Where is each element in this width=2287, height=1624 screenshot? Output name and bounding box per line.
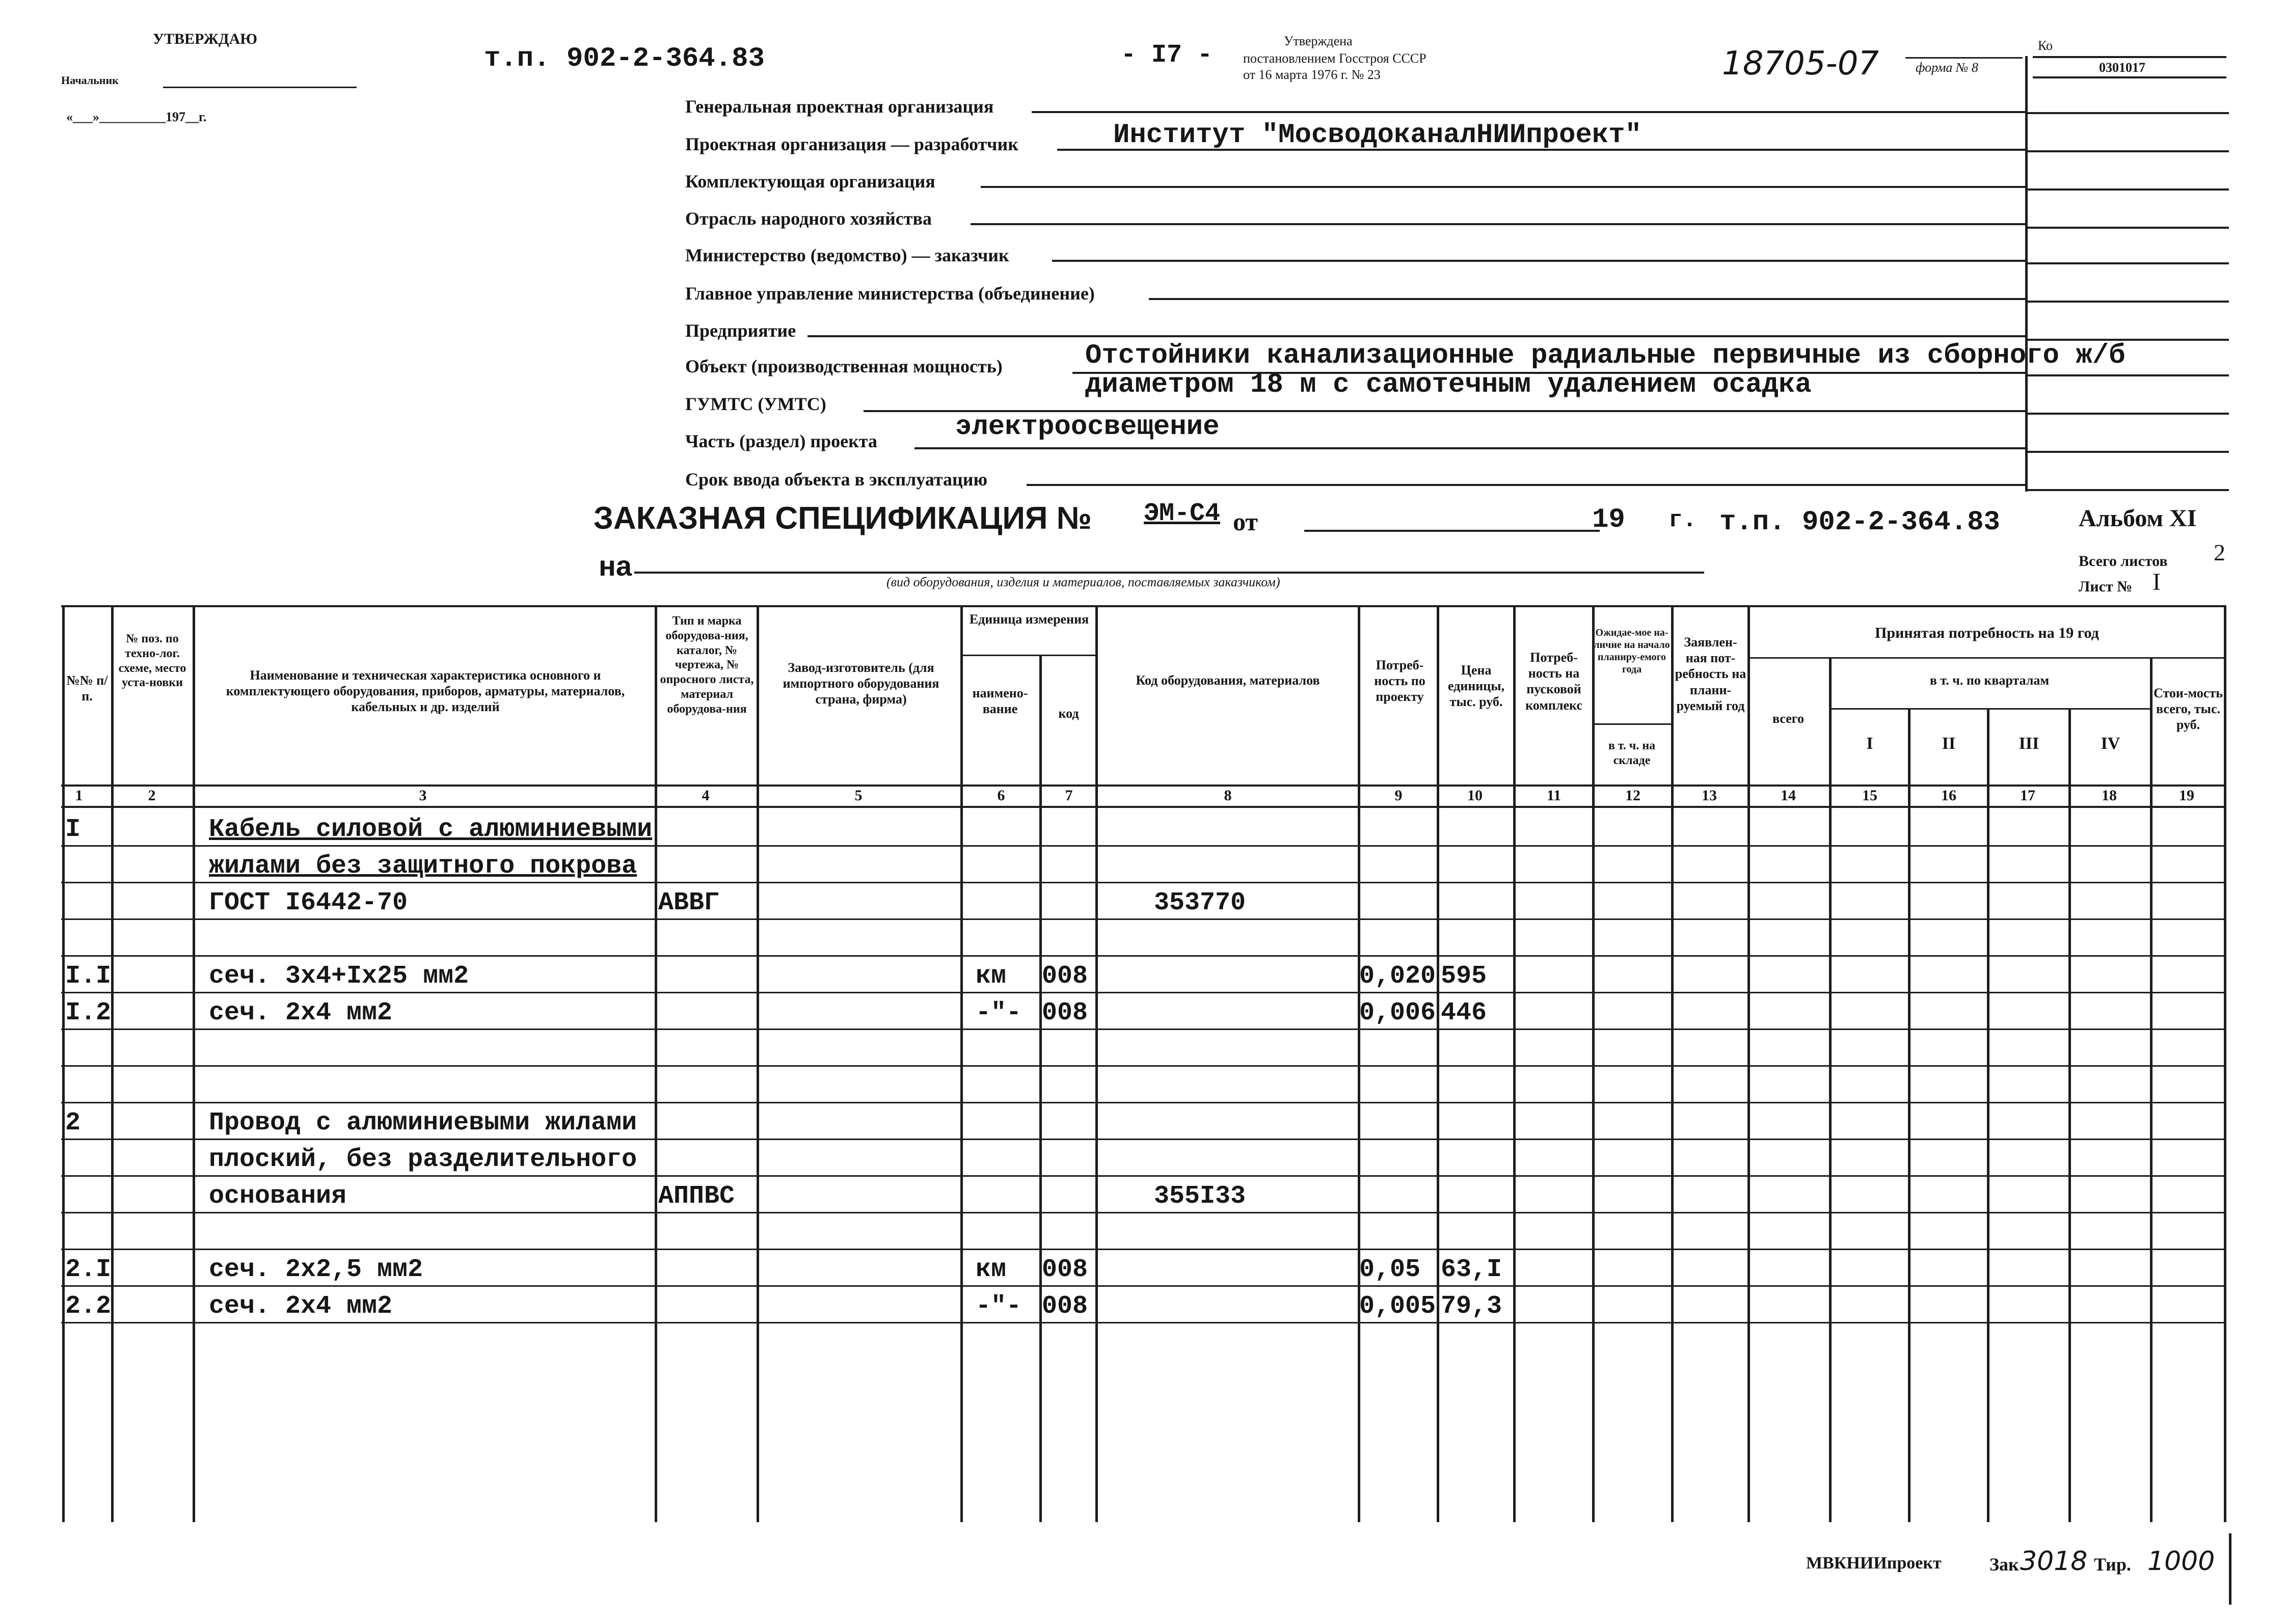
table-colnum-bottom-line [61, 806, 2226, 808]
row-need: 0,006 [1359, 998, 1436, 1027]
decree-line-3: от 16 марта 1976 г. № 23 [1243, 67, 1381, 82]
tp-number-top: т.п. 902-2-364.83 [484, 43, 765, 74]
col-line-3 [655, 605, 657, 1522]
header-c7: код [1058, 706, 1079, 721]
field-branch-label: Отрасль народного хозяйства [685, 208, 932, 229]
colnum-8: 8 [1224, 787, 1232, 804]
spec-title: ЗАКАЗНАЯ СПЕЦИФИКАЦИЯ № [594, 501, 1092, 536]
colnum-6: 6 [997, 787, 1005, 804]
row-need: 0,020 [1359, 962, 1436, 991]
row-name: основания [209, 1182, 347, 1211]
row-pos: I.I [65, 962, 112, 991]
code-row-6 [2025, 301, 2229, 303]
row-name: сеч. 3х4+Iх25 мм2 [209, 962, 469, 991]
row-type: АППВС [658, 1182, 735, 1211]
spec-na: на [599, 550, 632, 582]
col-line-7 [1095, 605, 1098, 1522]
footer-org: МВКНИИпроект [1806, 1554, 1942, 1573]
field-object-value: Отстойники канализационные радиальные первичные из сборного ж/б [1085, 340, 2125, 371]
code-value: 0301017 [2099, 60, 2145, 75]
field-ministry-line [1052, 260, 2025, 262]
form-label-box-top [1905, 57, 2023, 59]
row-name: плоский, без разделительного [209, 1145, 637, 1174]
row-need: 0,005 [1359, 1292, 1436, 1321]
col-line-17 [2068, 708, 2071, 1522]
col-line-14 [1829, 657, 1832, 1522]
spec-total-sheets-label: Всего листов [2079, 553, 2168, 570]
col-line-4 [757, 605, 759, 1522]
header-unit-group: Единица измерения [969, 612, 1089, 627]
field-part-label: Часть (раздел) проекта [685, 431, 877, 451]
row-type: АВВГ [658, 888, 720, 917]
colnum-18: 18 [2102, 787, 2117, 804]
code-row-3 [2025, 188, 2229, 191]
code-row-8 [2025, 374, 2229, 376]
row-price: 79,3 [1441, 1292, 1502, 1321]
col-line-5 [960, 605, 963, 1522]
field-deadline-line [1027, 484, 2025, 486]
field-general-org-line [1032, 111, 2025, 113]
header-c6: наимено-вание [972, 686, 1028, 717]
row-price: 446 [1441, 998, 1487, 1027]
colnum-16: 16 [1941, 787, 1956, 804]
header-c8: Код оборудования, материалов [1136, 673, 1320, 688]
page-marker: - I7 - [1121, 41, 1213, 70]
row-unit-code: 008 [1042, 1255, 1088, 1284]
row-line [61, 882, 2226, 883]
row-name: ГОСТ I6442-70 [209, 888, 408, 917]
row-name: Провод с алюминиевыми жилами [209, 1108, 637, 1138]
approval-title: УТВЕРЖДАЮ [153, 31, 258, 47]
header-c12b: в т. ч. на складе [1608, 739, 1656, 767]
header-c9: Потреб-ность по проекту [1374, 658, 1425, 705]
field-general-org-label: Генеральная проектная организация [685, 96, 994, 117]
footer-copies-number: 1000 [2147, 1546, 2215, 1577]
row-line [61, 1249, 2226, 1250]
field-enterprise-label: Предприятие [685, 320, 796, 341]
footer-copies-label: Тир. [2094, 1554, 2131, 1575]
field-designer-value: Институт "МосводоканалНИИпроект" [1113, 120, 1642, 151]
colnum-9: 9 [1394, 787, 1403, 804]
decree-line-2: постановлением Госстроя СССР [1243, 51, 1427, 66]
header-c2: № поз. по техно-лог. схеме, место уста-новки [118, 632, 186, 690]
field-main-dept-label: Главное управление министерства (объединение) [685, 283, 1095, 304]
row-unit: -"- [976, 998, 1022, 1027]
row-price: 63,I [1441, 1255, 1502, 1284]
handwritten-number: 18705-07 [1722, 45, 1879, 83]
row-name: сеч. 2х2,5 мм2 [209, 1255, 423, 1284]
col-line-12 [1671, 605, 1674, 1522]
row-pos: I [65, 815, 81, 844]
row-line [61, 1065, 2226, 1067]
field-deadline-label: Срок ввода объекта в эксплуатацию [685, 469, 987, 490]
code-label: Ко [2038, 38, 2053, 53]
row-line [61, 845, 2226, 847]
header-c18: IV [2101, 734, 2120, 753]
colnum-5: 5 [854, 787, 863, 804]
colnum-3: 3 [419, 787, 427, 804]
code-row-9 [2025, 413, 2229, 415]
field-supplier-line [981, 186, 2025, 188]
header-c19: Стои-мость всего, тыс. руб. [2154, 686, 2223, 733]
col-line-9 [1437, 605, 1439, 1522]
field-enterprise-line [808, 335, 2025, 337]
header-c17: III [2019, 734, 2039, 753]
row-pos: 2.2 [65, 1292, 112, 1321]
code-row-4 [2025, 227, 2229, 229]
header-c15: I [1866, 734, 1873, 753]
approval-chief-label: Начальник [61, 74, 119, 87]
footer-order-label: Зак [1989, 1554, 2019, 1575]
row-line [61, 1175, 2226, 1177]
colnum-19: 19 [2179, 787, 2194, 804]
spec-album: Альбом XI [2079, 505, 2197, 532]
row-unit: км [976, 1255, 1007, 1284]
code-box-top [2033, 56, 2226, 58]
header-c14: всего [1772, 711, 1804, 726]
unit-group-line [960, 655, 1095, 656]
row-name: сеч. 2х4 мм2 [209, 998, 393, 1027]
code-row-2 [2025, 150, 2229, 152]
decree-line-1: Утверждена [1284, 34, 1353, 48]
header-c13: Заявлен-ная пот-ребность на плани-руемый год [1675, 635, 1746, 713]
field-gumts-value: диаметром 18 м с самотечным удалением осадка [1085, 369, 1812, 400]
c12-split-line [1592, 723, 1671, 725]
col-line-1 [111, 605, 114, 1522]
field-main-dept-line [1149, 298, 2025, 300]
header-c1: №№ п/п. [66, 673, 108, 704]
col-line-8 [1358, 605, 1360, 1522]
row-line [61, 1322, 2226, 1323]
colnum-11: 11 [1546, 787, 1562, 804]
code-column-left [2025, 56, 2028, 492]
spec-year: 19 [1592, 504, 1625, 535]
row-unit-code: 008 [1042, 998, 1088, 1027]
row-pos: I.2 [65, 998, 112, 1027]
row-name: жилами без защитного покрова [209, 852, 637, 881]
code-row-1 [2025, 112, 2229, 114]
footer-right-bar [2229, 1533, 2231, 1605]
row-need: 0,05 [1359, 1255, 1421, 1284]
table-header-bottom-line [61, 784, 2226, 787]
spec-sheet: I [2153, 569, 2161, 596]
row-line [61, 918, 2226, 920]
header-c12: Ожидае-мое на-личие на начало планиру-емого года [1594, 627, 1670, 675]
col-line-19 [2224, 605, 2226, 1522]
field-part-value: электроосвещение [955, 412, 1220, 443]
field-object-label: Объект (производственная мощность) [685, 356, 1003, 376]
field-supplier-label: Комплектующая организация [685, 171, 935, 192]
row-unit-code: 008 [1042, 962, 1088, 991]
row-line [61, 992, 2226, 993]
row-line [61, 955, 2226, 957]
header-accepted-group: Принятая потребность на 19 год [1875, 625, 2099, 641]
code-row-5 [2025, 262, 2229, 264]
row-name: Кабель силовой с алюминиевыми [209, 815, 653, 844]
code-row-10 [2025, 451, 2229, 453]
field-designer-label: Проектная организация — разработчик [685, 134, 1018, 154]
code-row-11 [2025, 489, 2229, 491]
spec-total-sheets: 2 [2214, 539, 2225, 565]
col-line-6 [1039, 655, 1042, 1522]
row-line [61, 1102, 2226, 1103]
spec-year-suffix: г. [1669, 507, 1697, 533]
spec-tp: т.п. 902-2-364.83 [1719, 507, 2000, 538]
row-line [61, 1212, 2226, 1213]
code-box-bottom [2033, 76, 2226, 78]
row-equipment-code: 355I33 [1154, 1182, 1246, 1211]
field-ministry-label: Министерство (ведомство) — заказчик [685, 245, 1009, 265]
field-gumts-label: ГУМТС (УМТС) [685, 394, 826, 414]
colnum-12: 12 [1625, 787, 1640, 804]
header-c4: Тип и марка оборудова-ния, каталог, № чертежа, № опросного листа, материал оборудова-ния [660, 614, 754, 716]
header-c16: II [1942, 734, 1956, 753]
colnum-15: 15 [1862, 787, 1877, 804]
col-line-0 [62, 605, 65, 1522]
colnum-2: 2 [148, 787, 156, 804]
colnum-10: 10 [1467, 787, 1483, 804]
row-unit: -"- [976, 1292, 1022, 1321]
colnum-7: 7 [1065, 787, 1073, 804]
colnum-4: 4 [702, 787, 710, 804]
row-pos: 2.I [65, 1255, 112, 1284]
row-line [61, 1139, 2226, 1140]
col-line-10 [1513, 605, 1516, 1522]
form-label: форма № 8 [1916, 60, 1978, 75]
approval-date-line: «___»__________197__г. [66, 110, 207, 124]
header-quarters-group: в т. ч. по кварталам [1929, 673, 2050, 688]
colnum-17: 17 [2020, 787, 2035, 804]
spec-na-line [634, 572, 1704, 574]
row-name: сеч. 2х4 мм2 [209, 1292, 393, 1321]
row-line [61, 1285, 2226, 1287]
row-line [61, 1028, 2226, 1030]
header-c3: Наименование и техническая характеристика основного и комплектующего оборудования, приборов, арматуры, материалов, кабельных и др. изделий [226, 668, 625, 715]
col-line-13 [1747, 605, 1750, 1522]
col-line-18 [2150, 657, 2153, 1522]
row-pos: 2 [65, 1108, 81, 1138]
spec-sheet-label: Лист № [2079, 578, 2133, 595]
field-branch-line [971, 223, 2025, 225]
approval-chief-line [163, 87, 357, 88]
header-c10: Цена единицы, тыс. руб. [1447, 663, 1505, 710]
header-c11: Потреб-ность на пусковой комплекс [1525, 650, 1582, 713]
accepted-group-line [1747, 657, 2226, 659]
col-line-2 [193, 605, 195, 1522]
field-part-line [914, 447, 2025, 449]
colnum-13: 13 [1702, 787, 1717, 804]
colnum-14: 14 [1781, 787, 1796, 804]
spec-na-caption: (вид оборудования, изделия и материалов, поставляемых заказчиком) [886, 575, 1280, 589]
table-top-line [61, 605, 2226, 607]
spec-date-line [1304, 530, 1600, 532]
row-unit-code: 008 [1042, 1292, 1088, 1321]
spec-number: ЭМ-С4 [1144, 499, 1221, 528]
col-line-16 [1987, 708, 1989, 1522]
col-line-15 [1908, 708, 1911, 1522]
header-c5: Завод-изготовитель (для импортного оборудования страна, фирма) [783, 660, 939, 707]
spec-from: от [1233, 507, 1258, 536]
row-equipment-code: 353770 [1154, 888, 1246, 917]
colnum-1: 1 [75, 787, 83, 804]
row-price: 595 [1441, 962, 1487, 991]
row-unit: км [976, 962, 1007, 991]
quarters-group-line [1829, 708, 2150, 710]
footer-order-number: 3018 [2020, 1546, 2088, 1577]
